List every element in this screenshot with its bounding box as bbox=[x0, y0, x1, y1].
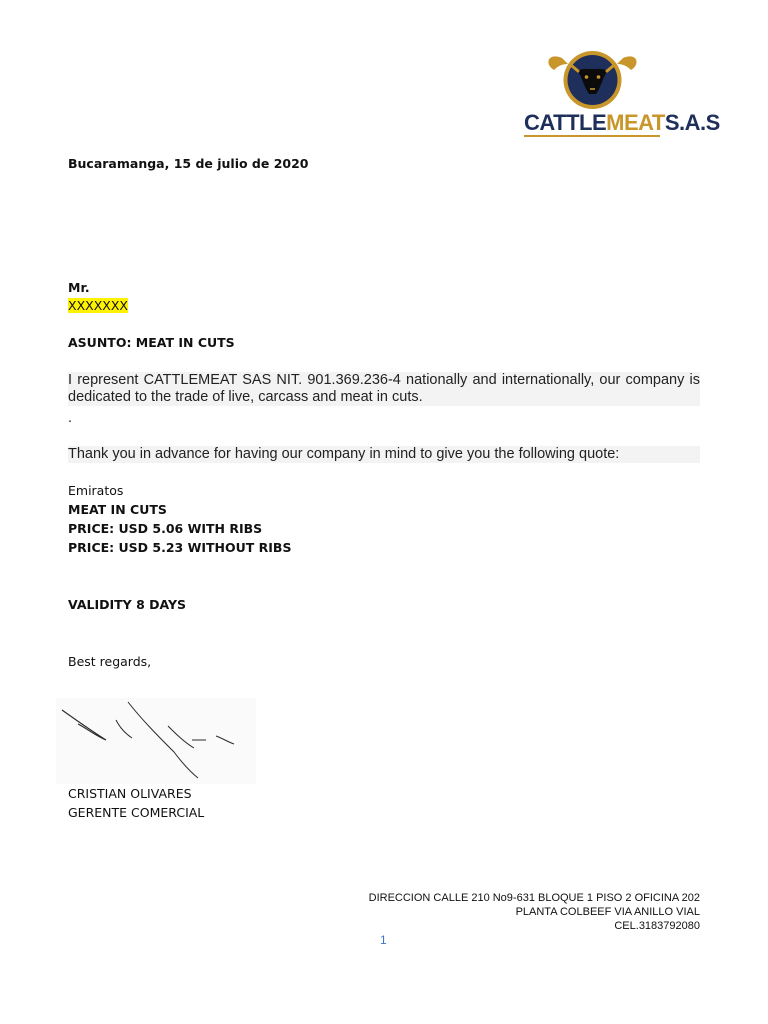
footer-phone: CEL.3183792080 bbox=[614, 920, 700, 932]
salutation: Mr. bbox=[68, 280, 90, 295]
closing: Best regards, bbox=[68, 654, 152, 669]
logo-underline bbox=[524, 135, 660, 137]
bull-emblem-icon bbox=[520, 44, 665, 110]
footer-address bbox=[280, 891, 700, 933]
quote-price-with-ribs: PRICE: USD 5.06 WITH RIBS bbox=[68, 521, 263, 536]
paragraph-dot: . bbox=[68, 410, 73, 426]
quote-price-without-ribs: PRICE: USD 5.23 WITHOUT RIBS bbox=[68, 540, 292, 555]
logo-word-sas: S.A.S bbox=[664, 110, 720, 135]
quote-destination: Emiratos bbox=[68, 483, 124, 498]
handwritten-signature bbox=[56, 698, 256, 784]
logo-word-cattle: CATTLE bbox=[524, 110, 607, 135]
signer-title: GERENTE COMERCIAL bbox=[68, 805, 205, 820]
logo-wordmark bbox=[524, 110, 720, 136]
footer-address-line1: DIRECCION CALLE 210 No9-631 BLOQUE 1 PISO 2 OFICINA 202 bbox=[368, 892, 700, 904]
recipient-name bbox=[68, 296, 128, 315]
intro-paragraph: I represent CATTLEMEAT SAS NIT. 901.369.236-4 nationally and internationally, our company is dedicated to the trade of live, carcass and meat in cuts. bbox=[68, 372, 700, 405]
logo-word-meat: MEAT bbox=[606, 110, 665, 135]
company-logo bbox=[520, 44, 720, 138]
thanks-paragraph: Thank you in advance for having our company in mind to give you the following quote: bbox=[68, 446, 700, 463]
signer-name: CRISTIAN OLIVARES bbox=[68, 786, 192, 801]
place-date: Bucaramanga, 15 de julio de 2020 bbox=[68, 156, 309, 171]
subject-line: ASUNTO: MEAT IN CUTS bbox=[68, 335, 235, 350]
quote-product: MEAT IN CUTS bbox=[68, 502, 167, 517]
quote-block bbox=[68, 481, 291, 557]
page-number: 1 bbox=[380, 933, 387, 947]
recipient-highlight: XXXXXXX bbox=[68, 298, 128, 313]
footer-address-line2: PLANTA COLBEEF VIA ANILLO VIAL bbox=[515, 906, 700, 918]
validity: VALIDITY 8 DAYS bbox=[68, 597, 187, 612]
